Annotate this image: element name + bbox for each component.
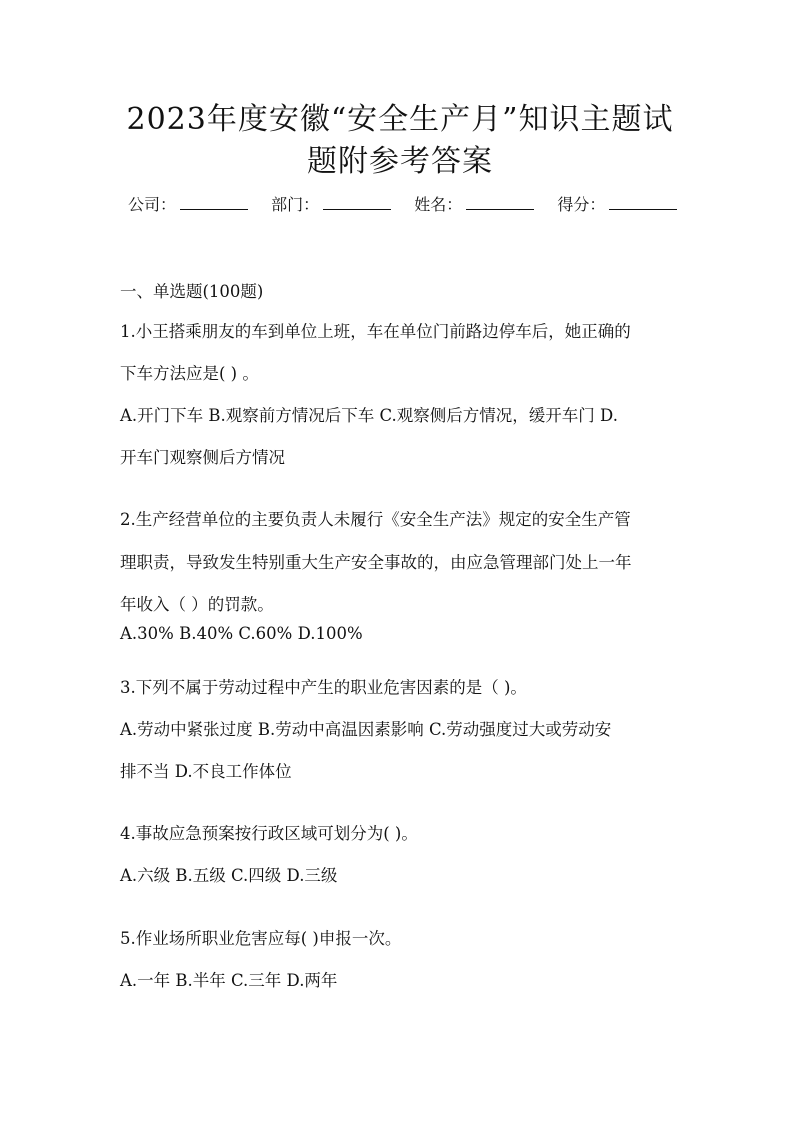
question-3-options: A.劳动中紧张过度 B.劳动中高温因素影响 C.劳动强度过大或劳动安 — [120, 720, 612, 739]
question-1-text: 1.小王搭乘朋友的车到单位上班，车在单位门前路边停车后，她正确的 — [120, 322, 631, 341]
company-blank — [180, 195, 248, 210]
question-2-text: 年收入（ ）的罚款。 — [120, 595, 274, 614]
document-title-line-2: 题附参考答案 — [307, 144, 493, 179]
question-5-options: A.一年 B.半年 C.三年 D.两年 — [120, 971, 338, 990]
question-4-options: A.六级 B.五级 C.四级 D.三级 — [120, 866, 338, 885]
question-1-options: A.开门下车 B.观察前方情况后下车 C.观察侧后方情况，缓开车门 D. — [120, 406, 618, 425]
question-2-text: 理职责，导致发生特别重大生产安全事故的，由应急管理部门处上一年 — [120, 553, 632, 572]
name-label: 姓名： — [414, 195, 463, 214]
section-title: 一、单选题(100题) — [120, 282, 264, 301]
company-label: 公司： — [128, 195, 177, 214]
company-field — [128, 192, 248, 215]
question-1-text: 下车方法应是( ) 。 — [120, 364, 259, 383]
department-label: 部门： — [271, 195, 320, 214]
question-4-text: 4.事故应急预案按行政区域可划分为( )。 — [120, 824, 418, 843]
score-label: 得分： — [557, 195, 606, 214]
name-blank — [466, 195, 534, 210]
question-2-options: A.30% B.40% C.60% D.100% — [120, 624, 363, 643]
question-1-options: 开车门观察侧后方情况 — [120, 448, 285, 467]
department-blank — [323, 195, 391, 210]
header-fields — [128, 192, 695, 215]
score-field — [557, 192, 677, 215]
document-title-line-1: 2023年度安徽“安全生产月”知识主题试 — [126, 102, 674, 137]
question-3-options: 排不当 D.不良工作体位 — [120, 762, 292, 781]
question-2-text: 2.生产经营单位的主要负责人未履行《安全生产法》规定的安全生产管 — [120, 510, 631, 529]
question-5-text: 5.作业场所职业危害应每( )申报一次。 — [120, 929, 402, 948]
question-3-text: 3.下列不属于劳动过程中产生的职业危害因素的是（ )。 — [120, 678, 527, 697]
score-blank — [609, 195, 677, 210]
department-field — [271, 192, 391, 215]
name-field — [414, 192, 534, 215]
